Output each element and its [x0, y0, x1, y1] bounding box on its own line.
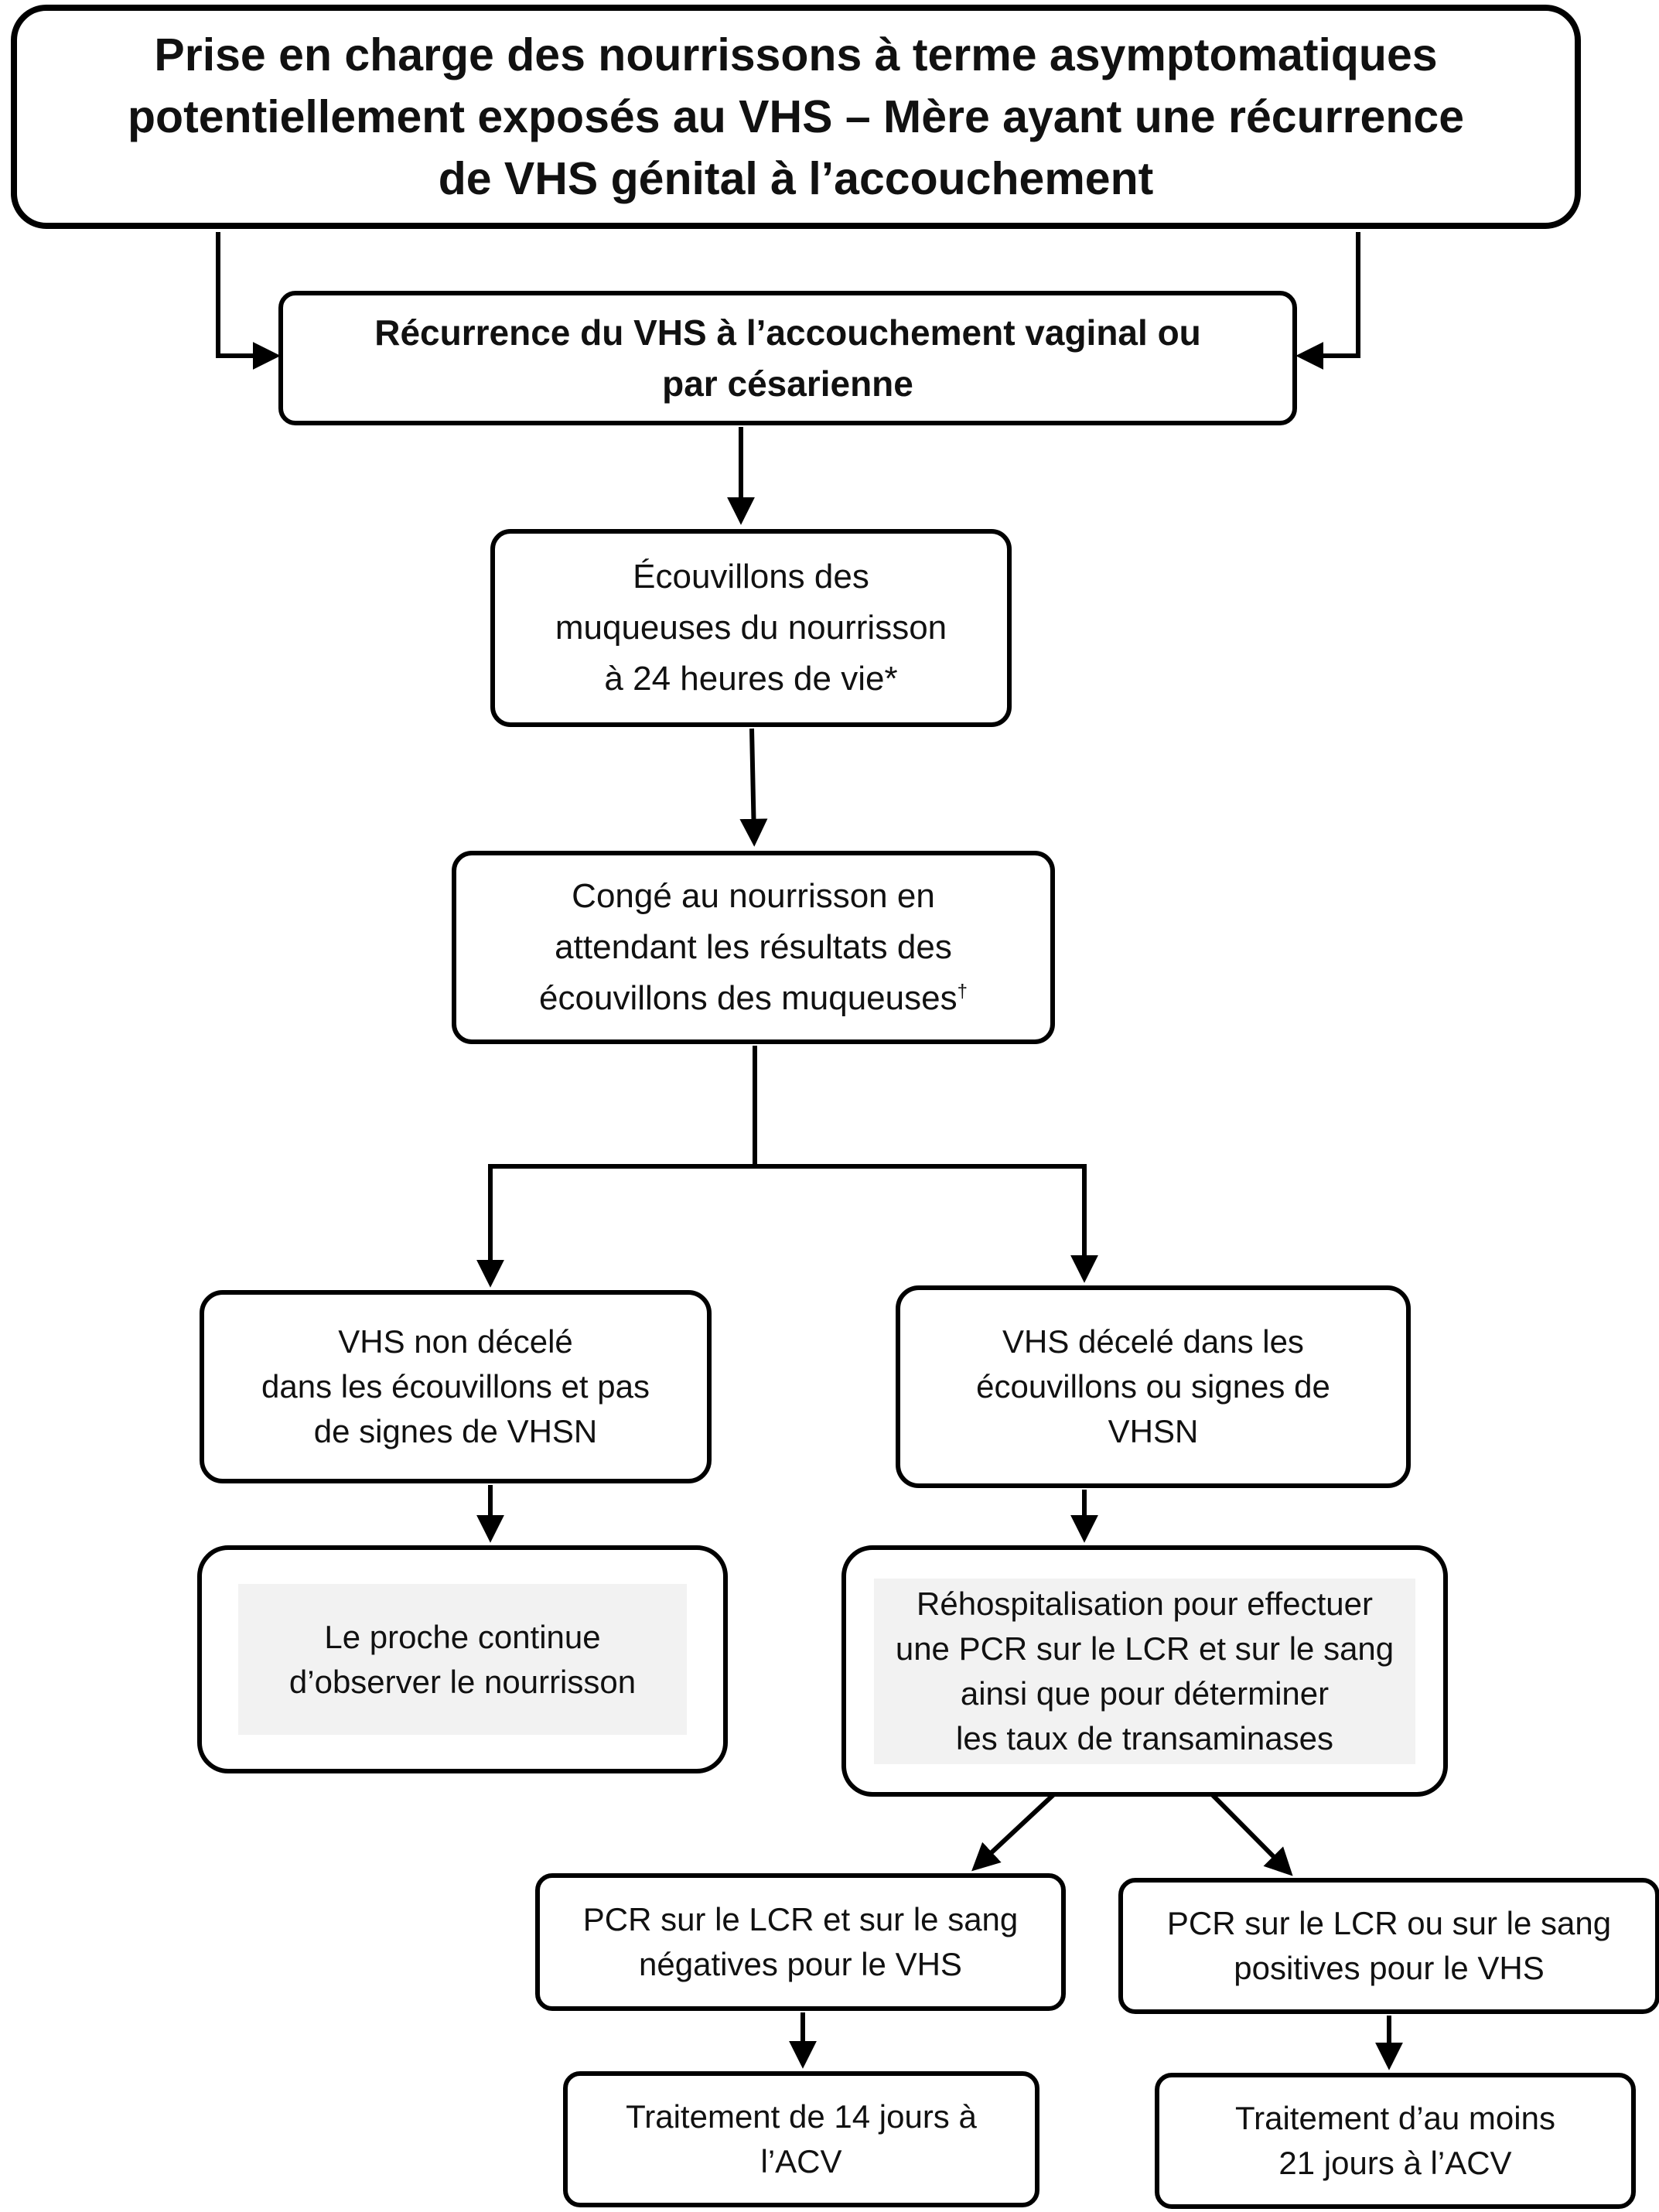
rehospitalisation-text: Réhospitalisation pour effectuer une PCR sur le LCR et sur le sang ainsi que pour déterminer les taux de transaminases: [895, 1585, 1394, 1756]
arrow-title-to-delivery-right: [1304, 232, 1358, 356]
pcr-negative-text: PCR sur le LCR et sur le sang négatives pour le VHS: [582, 1901, 1019, 1982]
dagger-footnote-mark: †: [957, 981, 968, 1002]
caregiver-observe-text: Le proche continue d’observer le nourrisson: [288, 1618, 637, 1700]
caregiver-observe-shade: [238, 1584, 687, 1735]
treatment-21-days-text: Traitement d’au moins 21 jours à l’ACV: [1235, 2100, 1555, 2181]
treatment-14-days-text: Traitement de 14 jours à l’ACV: [626, 2098, 977, 2180]
treatment-21-days-box: [1155, 2073, 1636, 2209]
delivery-recurrence-text: Récurrence du VHS à l’accouchement vaginal ou par césarienne: [374, 312, 1201, 404]
rehospitalisation-shade: [874, 1579, 1415, 1764]
rehospitalisation-box: [841, 1545, 1448, 1797]
hsv-detected-box: [896, 1285, 1411, 1488]
discharge-box: [452, 851, 1055, 1044]
arrow-swabs-to-discharge: [752, 729, 754, 838]
pcr-positive-box: [1118, 1878, 1659, 2014]
mucosal-swabs-box: [490, 529, 1012, 727]
flowchart-title: Prise en charge des nourrissons à terme asymptomatiques potentiellement exposés au VHS – Mère ayant une récurrence de VHS génital à l’accouchement: [127, 29, 1465, 204]
hsv-not-detected-box: [200, 1290, 712, 1483]
flowchart-title-box: [11, 5, 1581, 229]
arrow-rehosp-to-pcrpos: [1208, 1790, 1287, 1870]
treatment-14-days-box: [563, 2071, 1039, 2207]
arrow-rehosp-to-pcrneg: [978, 1790, 1058, 1866]
mucosal-swabs-text: Écouvillons des muqueuses du nourrisson à 24 heures de vie*: [555, 558, 947, 698]
caregiver-observe-box: [197, 1545, 728, 1773]
pcr-negative-box: [535, 1873, 1066, 2011]
delivery-recurrence-box: [278, 291, 1297, 425]
hsv-not-detected-text: VHS non décelé dans les écouvillons et pas de signes de VHSN: [261, 1323, 650, 1449]
discharge-text: Congé au nourrisson en attendant les résultats des écouvillons des muqueuses: [539, 877, 958, 1017]
hsv-detected-text: VHS décelé dans les écouvillons ou signes de VHSN: [976, 1323, 1330, 1449]
discharge-text-wrap: [539, 871, 968, 1024]
pcr-positive-text: PCR sur le LCR ou sur le sang positives pour le VHS: [1166, 1905, 1612, 1986]
arrow-title-to-delivery-left: [218, 232, 272, 356]
